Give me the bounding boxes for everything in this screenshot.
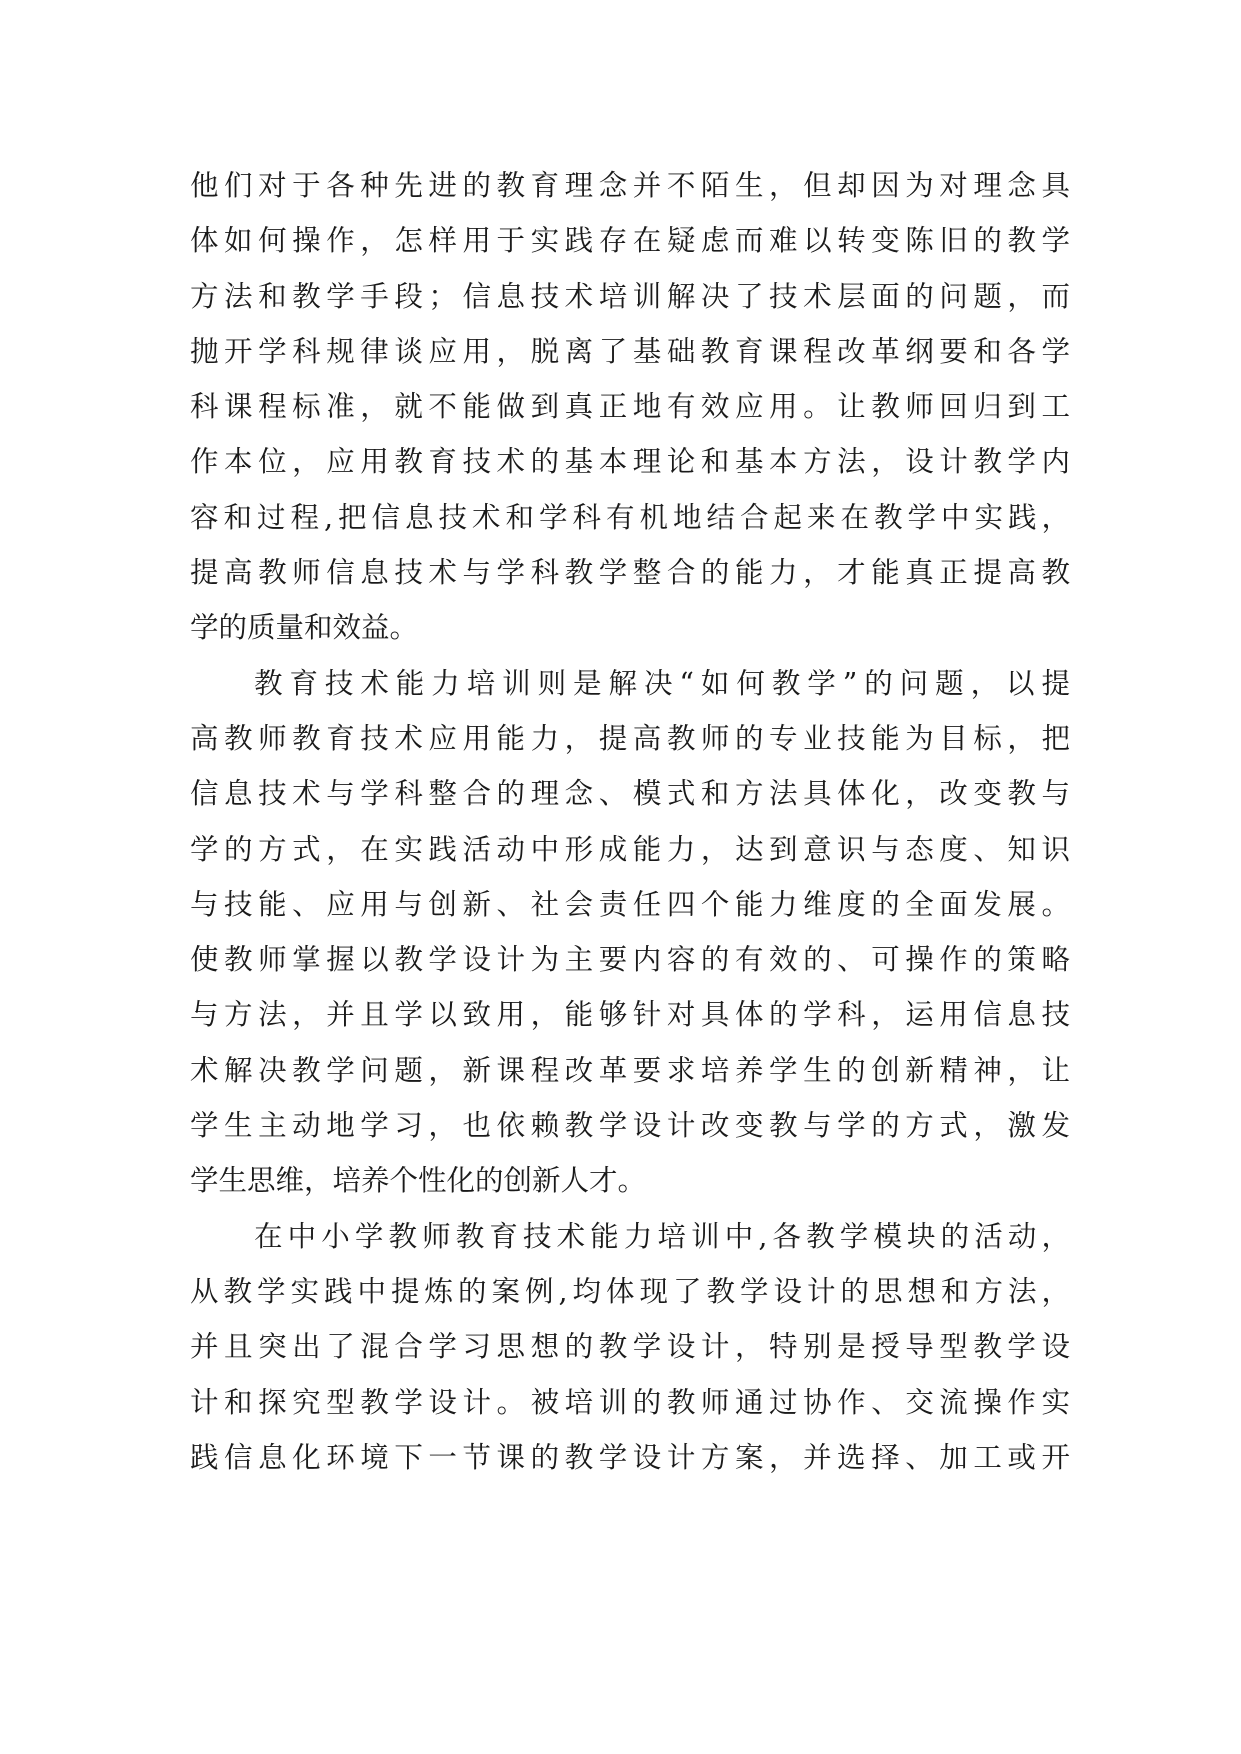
text-line: 术解决教学问题，新课程改革要求培养学生的创新精神，让: [190, 1053, 1070, 1087]
text-line: 作本位，应用教育技术的基本理论和基本方法，设计教学内: [190, 445, 1070, 479]
text-line: 信息技术与学科整合的理念、模式和方法具体化，改变教与: [190, 777, 1070, 811]
text-line: 与方法，并且学以致用，能够针对具体的学科，运用信息技: [190, 998, 1070, 1032]
text-line: 计和探究型教学设计。被培训的教师通过协作、交流操作实: [190, 1385, 1070, 1419]
text-line: 学的方式，在实践活动中形成能力，达到意识与态度、知识: [190, 832, 1070, 866]
text-line: 抛开学科规律谈应用，脱离了基础教育课程改革纲要和各学: [190, 334, 1070, 368]
text-line: 科课程标准，就不能做到真正地有效应用。让教师回归到工: [190, 390, 1070, 424]
text-line: 方法和教学手段；信息技术培训解决了技术层面的问题，而: [190, 279, 1070, 313]
text-line: 提高教师信息技术与学科教学整合的能力，才能真正提高教: [190, 556, 1070, 590]
text-line: 高教师教育技术应用能力，提高教师的专业技能为目标，把: [190, 721, 1070, 755]
paragraph-first-line: 教育技术能力培训则是解决“如何教学”的问题，以提: [254, 666, 1070, 700]
text-line: 从教学实践中提炼的案例,均体现了教学设计的思想和方法，: [190, 1274, 1070, 1308]
text-line: 学的质量和效益。: [190, 611, 419, 645]
text-line: 他们对于各种先进的教育理念并不陌生，但却因为对理念具: [190, 169, 1070, 202]
text-line: 并且突出了混合学习思想的教学设计，特别是授导型教学设: [190, 1330, 1070, 1364]
text-line: 体如何操作，怎样用于实践存在疑虑而难以转变陈旧的教学: [190, 224, 1070, 258]
text-line: 使教师掌握以教学设计为主要内容的有效的、可操作的策略: [190, 943, 1070, 977]
body-text: [190, 158, 1070, 1485]
text-line: 学生主动地学习，也依赖教学设计改变教与学的方式，激发: [190, 1109, 1070, 1143]
paragraph-first-line: 在中小学教师教育技术能力培训中,各教学模块的活动，: [254, 1219, 1070, 1253]
text-line: 学生思维，培养个性化的创新人才。: [190, 1164, 647, 1198]
text-line: 容和过程,把信息技术和学科有机地结合起来在教学中实践，: [190, 500, 1070, 534]
text-line: 与技能、应用与创新、社会责任四个能力维度的全面发展。: [190, 887, 1070, 921]
text-line: 践信息化环境下一节课的教学设计方案，并选择、加工或开: [190, 1440, 1070, 1474]
